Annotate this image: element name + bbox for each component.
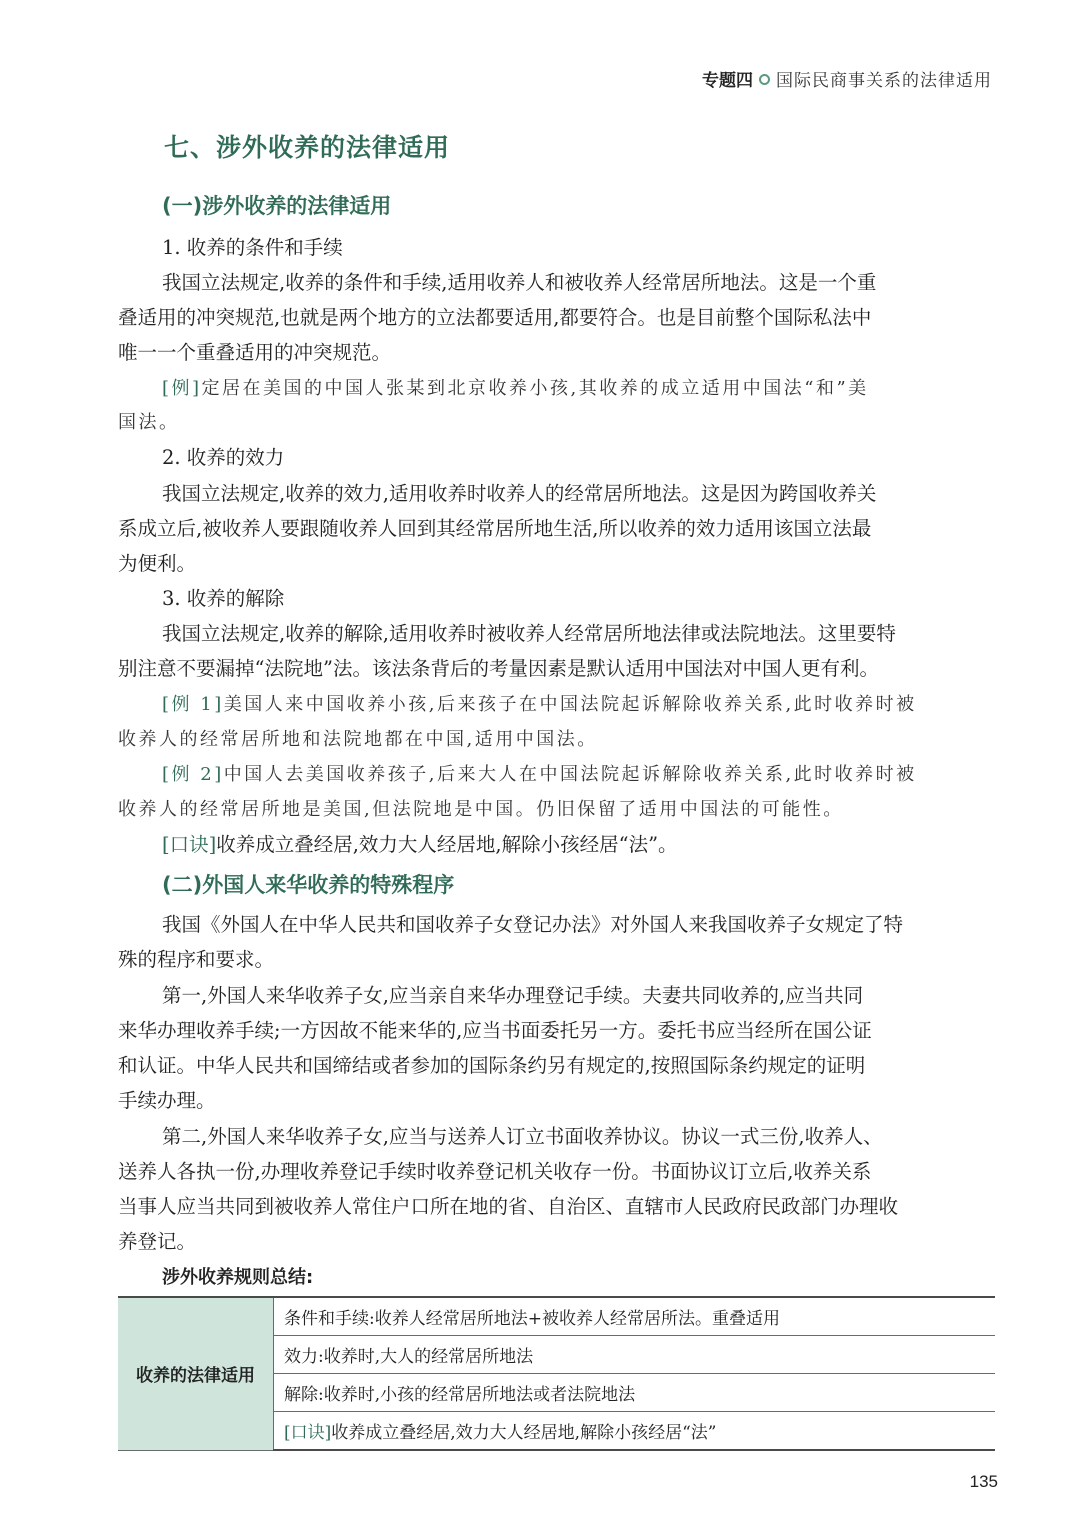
paragraph-line: 殊的程序和要求。 [118, 948, 275, 971]
subsection-title-2: (二)外国人来华收养的特殊程序 [162, 873, 455, 897]
item-title-effect: 2. 收养的效力 [162, 446, 285, 469]
paragraph-line: 我国立法规定,收养的效力,适用收养时收养人的经常居所地法。这是因为跨国收养关 [162, 482, 877, 505]
example-tag: [例 2] [162, 764, 224, 785]
example-text: 美国人来中国收养小孩,后来孩子在中国法院起诉解除收养关系,此时收养时被 [223, 694, 917, 715]
running-header [702, 66, 992, 91]
paragraph-line: 养登记。 [118, 1230, 197, 1253]
summary-head-cell: 收养的法律适用 [118, 1297, 274, 1450]
header-topic: 专题四 [702, 71, 753, 91]
paragraph-line: 我国立法规定,收养的解除,适用收养时被收养人经常居所地法律或法院地法。这里要特 [162, 622, 896, 645]
summary-title: 涉外收养规则总结: [162, 1267, 314, 1288]
paragraph-line: 送养人各执一份,办理收养登记手续时收养登记机关收存一份。书面协议订立后,收养关系 [118, 1160, 872, 1183]
subsection-title-1: (一)涉外收养的法律适用 [162, 194, 392, 218]
example-line: 国法。 [118, 412, 180, 433]
example-tag: [例 1] [162, 694, 224, 715]
paragraph-line: 为便利。 [118, 552, 197, 575]
paragraph-line: 手续办理。 [118, 1089, 216, 1112]
example-tag: [例] [162, 378, 202, 399]
paragraph-line: 唯一一个重叠适用的冲突规范。 [118, 341, 392, 364]
example-line: 收养人的经常居所地是美国,但法院地是中国。仍旧保留了适用中国法的可能性。 [118, 799, 844, 820]
paragraph-line: 系成立后,被收养人要跟随收养人回到其经常居所地生活,所以收养的效力适用该国立法最 [118, 517, 872, 540]
paragraph-line: 第一,外国人来华收养子女,应当亲自来华办理登记手续。夫妻共同收养的,应当共同 [162, 984, 864, 1007]
page-number: 135 [969, 1472, 998, 1491]
paragraph-line: 别注意不要漏掉“法院地”法。该法条背后的考量因素是默认适用中国法对中国人更有利。 [118, 657, 879, 680]
paragraph-line: 来华办理收养手续;一方因故不能来华的,应当书面委托另一方。委托书应当经所在国公证 [118, 1019, 872, 1042]
example-line: 收养人的经常居所地和法院地都在中国,适用中国法。 [118, 729, 598, 750]
item-title-dissolution: 3. 收养的解除 [162, 587, 285, 610]
section-title: 七、涉外收养的法律适用 [164, 133, 451, 162]
table-cell: 效力:收养时,大人的经常居所地法 [274, 1336, 996, 1374]
example-text: 定居在美国的中国人张某到北京收养小孩,其收养的成立适用中国法“和”美 [201, 378, 869, 399]
example-line [162, 688, 917, 722]
paragraph-line: 当事人应当共同到被收养人常住户口所在地的省、自治区、直辖市人民政府民政部门办理收 [118, 1195, 899, 1218]
paragraph-line: 第二,外国人来华收养子女,应当与送养人订立书面收养协议。协议一式三份,收养人、 [162, 1125, 883, 1148]
summary-table [118, 1296, 995, 1451]
mnemonic-line [162, 828, 678, 862]
table-cell: 解除:收养时,小孩的经常居所地法或者法院地法 [274, 1374, 996, 1412]
example-line [162, 372, 869, 406]
mnemonic-tag: [口诀] [162, 833, 217, 856]
table-cell: 条件和手续:收养人经常居所地法+被收养人经常居所法。重叠适用 [274, 1297, 996, 1336]
mnemonic-text: 收养成立叠经居,效力大人经居地,解除小孩经居“法” [331, 1423, 717, 1443]
table-row [118, 1297, 995, 1336]
item-title-conditions: 1. 收养的条件和手续 [162, 236, 343, 259]
table-cell [274, 1412, 996, 1451]
paragraph-line: 和认证。中华人民共和国缔结或者参加的国际条约另有规定的,按照国际条约规定的证明 [118, 1054, 866, 1077]
header-title: 国际民商事关系的法律适用 [776, 71, 992, 91]
mnemonic-tag: [口诀] [284, 1423, 332, 1443]
mnemonic-text: 收养成立叠经居,效力大人经居地,解除小孩经居“法”。 [216, 833, 678, 856]
example-line [162, 758, 917, 792]
paragraph-line: 叠适用的冲突规范,也就是两个地方的立法都要适用,都要符合。也是目前整个国际私法中 [118, 306, 872, 329]
circle-bullet-icon [759, 74, 770, 85]
paragraph-line: 我国《外国人在中华人民共和国收养子女登记办法》对外国人来我国收养子女规定了特 [162, 913, 904, 936]
example-text: 中国人去美国收养孩子,后来大人在中国法院起诉解除收养关系,此时收养时被 [223, 764, 917, 785]
paragraph-line: 我国立法规定,收养的条件和手续,适用收养人和被收养人经常居所地法。这是一个重 [162, 271, 877, 294]
